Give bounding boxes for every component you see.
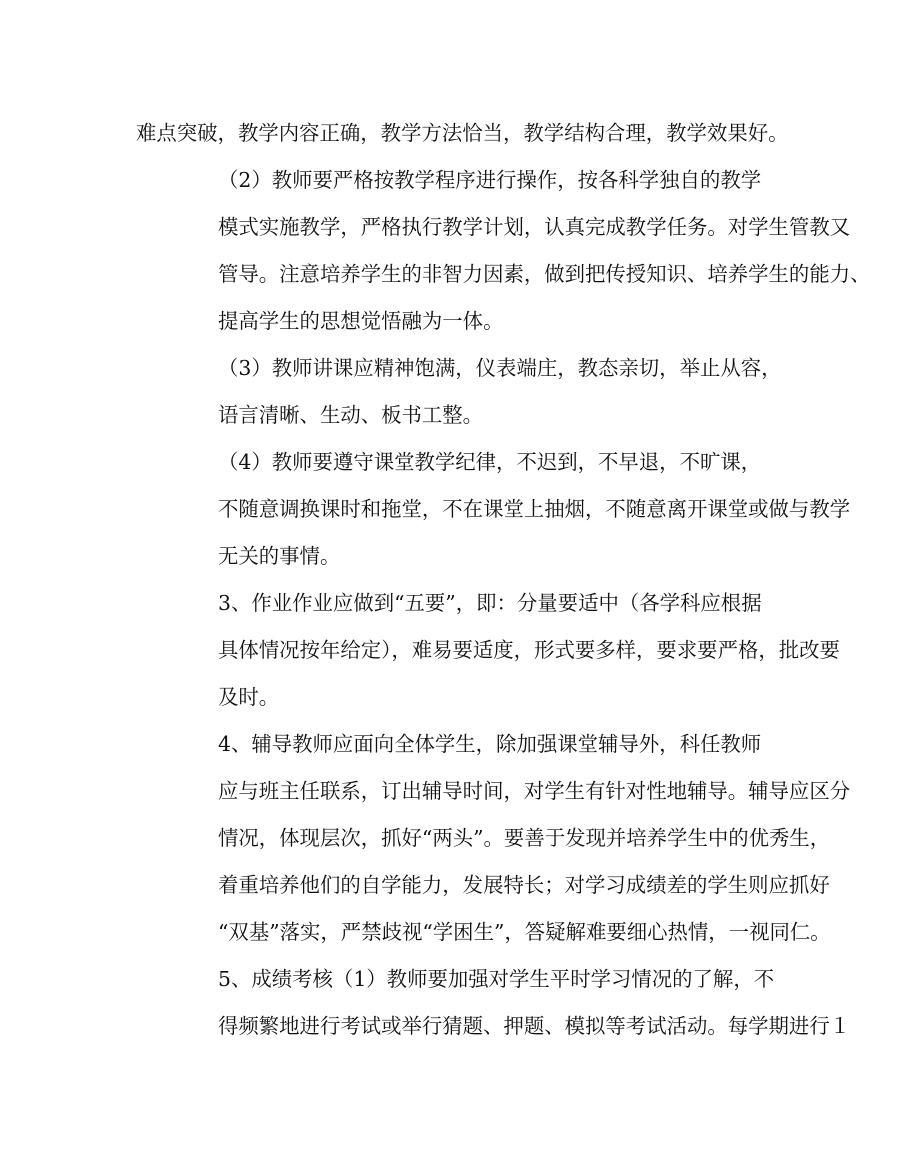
text-line: 无关的事情。 [218,544,341,568]
text-line: （2）教师要严格按教学程序进行操作，按各科学独自的教学 [218,168,762,192]
paragraph-tutoring [136,721,851,956]
text-line: 应与班主任联系，订出辅导时间，对学生有针对性地辅导。辅导应区分 [218,779,851,803]
paragraph-assessment [136,956,851,1050]
text-line: “双基”落实，严禁歧视“学困生”，答疑解难要细心热情，一视同仁。 [218,920,831,944]
text-line: 不随意调换课时和拖堂，不在课堂上抽烟，不随意离开课堂或做与教学 [218,497,851,521]
text-line: 得频繁地进行考试或举行猜题、押题、模拟等考试活动。每学期进行１ [218,1014,851,1038]
paragraph-homework [136,580,840,721]
text-line: 5、成绩考核（1）教师要加强对学生平时学习情况的了解，不 [218,967,775,991]
text-line: 管导。注意培养学生的非智力因素，做到把传授知识、培养学生的能力、 [218,262,871,286]
paragraph-teaching-quality [136,110,790,157]
text-line: 具体情况按年给定），难易要适度，形式要多样，要求要严格，批改要 [218,638,840,662]
text-line: （3）教师讲课应精神饱满，仪表端庄，教态亲切，举止从容， [218,356,782,380]
text-line: 语言清晰、生动、板书工整。 [218,403,484,427]
text-line: 3、作业作业应做到“五要”，即：分量要适中（各学科应根据 [218,591,762,615]
paragraph-item-4 [136,439,851,580]
text-line: 提高学生的思想觉悟融为一体。 [218,309,504,333]
text-line: 4、辅导教师应面向全体学生，除加强课堂辅导外，科任教师 [218,732,762,756]
text-line: 难点突破，教学内容正确，教学方法恰当，教学结构合理，教学效果好。 [136,121,789,145]
text-line: 着重培养他们的自学能力，发展特长；对学习成绩差的学生则应抓好 [218,873,830,897]
text-line: 及时。 [218,685,280,709]
paragraph-item-3 [136,345,790,439]
paragraph-item-2 [136,157,871,345]
text-line: 模式实施教学，严格执行教学计划，认真完成教学任务。对学生管教又 [218,215,851,239]
text-line: 情况，体现层次，抓好“两头”。要善于发现并培养学生中的优秀生， [218,826,831,850]
text-line: （4）教师要遵守课堂教学纪律，不迟到，不早退，不旷课， [218,450,762,474]
